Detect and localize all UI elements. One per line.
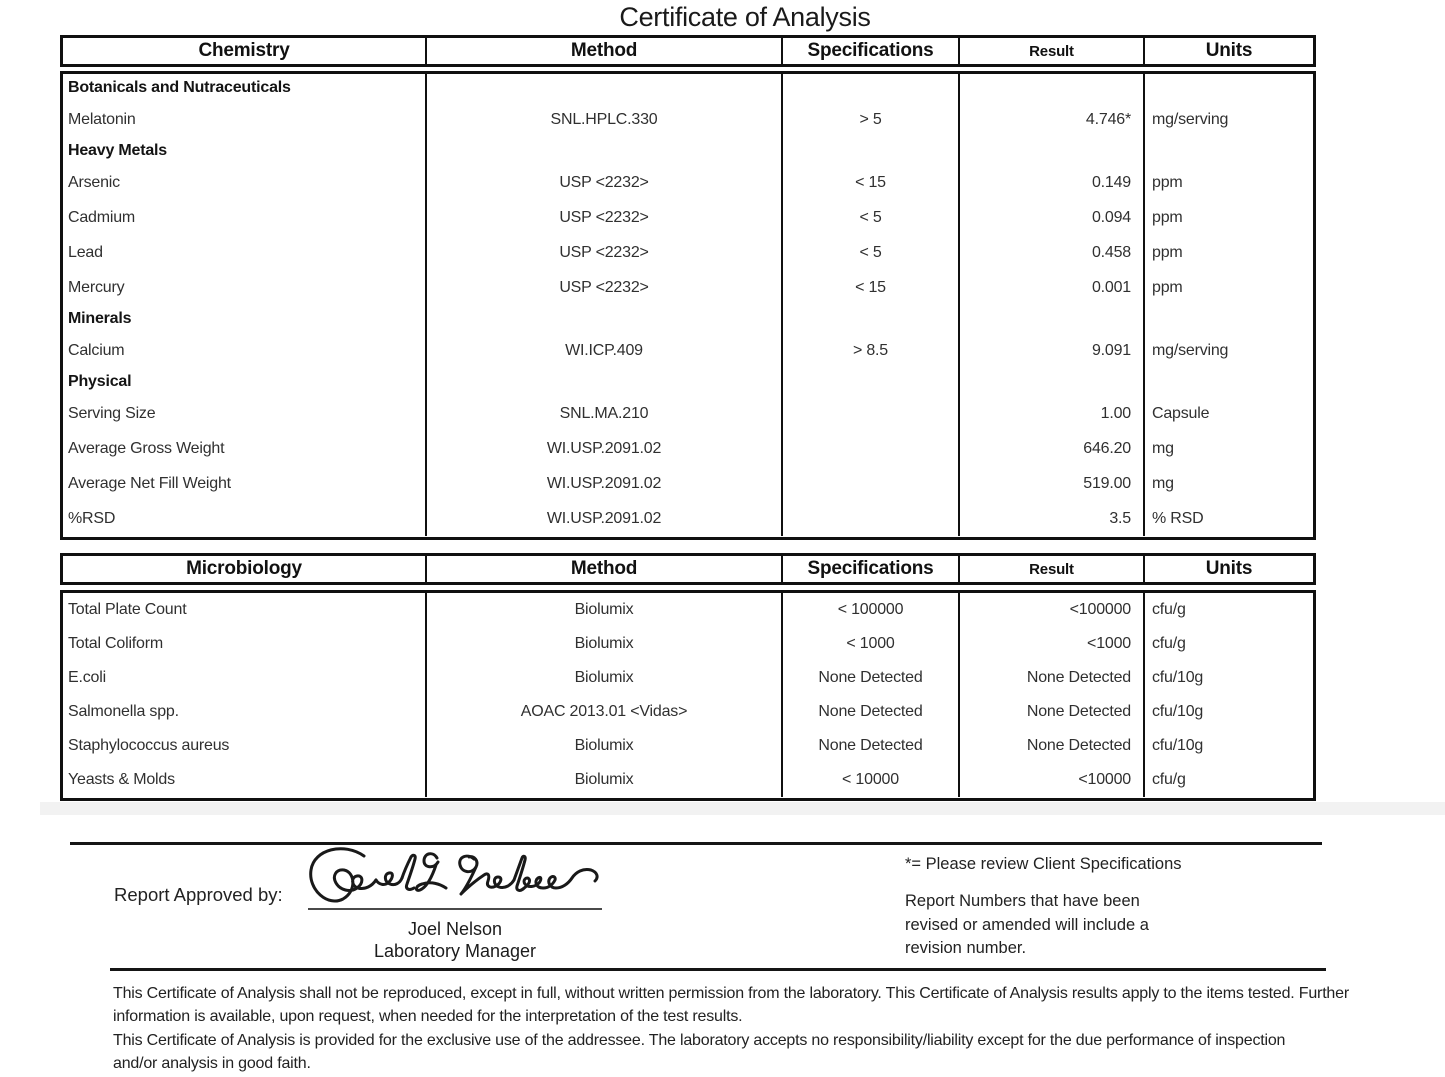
cell-result: 3.5 — [960, 501, 1145, 536]
cell-specification — [783, 137, 960, 165]
table-row — [63, 431, 1313, 466]
cell-result: 0.094 — [960, 200, 1145, 235]
cell-name: Salmonella spp. — [63, 695, 427, 729]
cell-units: ppm — [1152, 278, 1183, 296]
revision-note: Report Numbers that have been revised or amended will include a revision number. — [905, 892, 1149, 957]
table-row — [63, 501, 1313, 536]
column-header-specifications: Specifications — [783, 38, 960, 64]
column-header-chemistry: Chemistry — [63, 38, 427, 64]
cell-result: <10000 — [960, 763, 1145, 797]
cell-name: Average Net Fill Weight — [63, 466, 427, 501]
cell-name: E.coli — [63, 661, 427, 695]
cell-units — [1145, 137, 1313, 165]
cell-method: USP <2232> — [427, 235, 783, 270]
divider-line-top — [70, 842, 1322, 845]
cell-method: SNL.MA.210 — [427, 396, 783, 431]
cell-name: Total Coliform — [63, 627, 427, 661]
table-row — [63, 695, 1313, 729]
table-row — [63, 627, 1313, 661]
cell-units: cfu/10g — [1152, 703, 1204, 720]
cell-result: 646.20 — [960, 431, 1145, 466]
cell-result: 0.149 — [960, 165, 1145, 200]
cell-method — [427, 137, 783, 165]
cell-result: 0.458 — [960, 235, 1145, 270]
cell-name: Serving Size — [63, 396, 427, 431]
cell-units: cfu/10g — [1152, 737, 1204, 754]
cell-result: None Detected — [960, 729, 1145, 763]
table-row — [63, 270, 1313, 305]
cell-name: Arsenic — [63, 165, 427, 200]
column-header-specifications: Specifications — [783, 556, 960, 582]
cell-units: cfu/g — [1152, 601, 1186, 618]
cell-result: 1.00 — [960, 396, 1145, 431]
cell-method: AOAC 2013.01 <Vidas> — [427, 695, 783, 729]
cell-result — [960, 368, 1145, 396]
section-header-row — [63, 74, 1313, 102]
cell-method: WI.USP.2091.02 — [427, 501, 783, 536]
footer-disclaimer-2: This Certificate of Analysis is provided for the exclusive use of the addressee. The laboratory accepts no responsibility/liability except for the due performance of inspection and/or analysis in good faith. — [113, 1032, 1286, 1072]
table-row — [63, 661, 1313, 695]
cell-method: WI.USP.2091.02 — [427, 431, 783, 466]
cell-specification: None Detected — [783, 695, 960, 729]
cell-units: ppm — [1152, 208, 1183, 226]
divider-line-bottom — [110, 968, 1326, 971]
cell-name: Average Gross Weight — [63, 431, 427, 466]
column-header-method: Method — [427, 38, 783, 64]
cell-result — [960, 305, 1145, 333]
cell-specification — [783, 74, 960, 102]
microbiology-table-header — [60, 553, 1316, 585]
cell-result: 9.091 — [960, 333, 1145, 368]
cell-name: Botanicals and Nutraceuticals — [63, 74, 427, 102]
cell-method: WI.ICP.409 — [427, 333, 783, 368]
cell-result — [960, 74, 1145, 102]
table-row — [63, 593, 1313, 627]
cell-name: %RSD — [63, 501, 427, 536]
section-header-row — [63, 368, 1313, 396]
cell-method — [427, 368, 783, 396]
cell-method: USP <2232> — [427, 270, 783, 305]
column-header-units: Units — [1205, 40, 1253, 61]
cell-units — [1145, 74, 1313, 102]
table-row — [63, 333, 1313, 368]
cell-specification — [783, 501, 960, 536]
microbiology-table-body — [60, 590, 1316, 801]
report-approved-by-label: Report Approved by: — [114, 884, 283, 905]
column-header-result: Result — [960, 556, 1145, 582]
cell-method — [427, 305, 783, 333]
approver-name: Joel Nelson — [407, 919, 503, 939]
cell-name: Melatonin — [63, 102, 427, 137]
section-header-row — [63, 137, 1313, 165]
cell-units: cfu/10g — [1152, 669, 1204, 686]
column-header-method: Method — [427, 556, 783, 582]
cell-specification: < 15 — [783, 270, 960, 305]
cell-units: mg/serving — [1152, 110, 1229, 128]
cell-name: Cadmium — [63, 200, 427, 235]
page-title: Certificate of Analysis — [619, 2, 871, 32]
cell-units: % RSD — [1152, 509, 1204, 527]
cell-method — [427, 74, 783, 102]
cell-specification — [783, 431, 960, 466]
cell-units: ppm — [1152, 243, 1183, 261]
cell-units: mg — [1152, 474, 1174, 492]
cell-specification: < 1000 — [783, 627, 960, 661]
cell-result: 4.746* — [960, 102, 1145, 137]
asterisk-note: *= Please review Client Specifications — [905, 855, 1182, 873]
table-row — [63, 466, 1313, 501]
table-row — [63, 102, 1313, 137]
table-row — [63, 396, 1313, 431]
cell-units — [1145, 305, 1313, 333]
signature-underline — [308, 908, 602, 910]
table-row — [63, 165, 1313, 200]
cell-result: <1000 — [960, 627, 1145, 661]
cell-name: Minerals — [63, 305, 427, 333]
cell-specification: < 5 — [783, 200, 960, 235]
page-break-band — [40, 802, 1445, 815]
cell-method: Biolumix — [427, 729, 783, 763]
cell-specification: < 5 — [783, 235, 960, 270]
cell-result: <100000 — [960, 593, 1145, 627]
cell-result: None Detected — [960, 695, 1145, 729]
cell-result — [960, 137, 1145, 165]
column-header-units: Units — [1205, 558, 1253, 579]
cell-units: ppm — [1152, 173, 1183, 191]
cell-method: SNL.HPLC.330 — [427, 102, 783, 137]
cell-specification: < 100000 — [783, 593, 960, 627]
cell-units — [1145, 368, 1313, 396]
table-row — [63, 200, 1313, 235]
cell-units: mg/serving — [1152, 341, 1229, 359]
chemistry-table-body — [60, 71, 1316, 540]
cell-method: Biolumix — [427, 661, 783, 695]
cell-name: Physical — [63, 368, 427, 396]
cell-name: Calcium — [63, 333, 427, 368]
cell-name: Lead — [63, 235, 427, 270]
cell-method: Biolumix — [427, 593, 783, 627]
cell-result: 519.00 — [960, 466, 1145, 501]
cell-specification — [783, 396, 960, 431]
cell-specification: > 5 — [783, 102, 960, 137]
cell-units: mg — [1152, 439, 1174, 457]
column-header-result: Result — [960, 38, 1145, 64]
table-row — [63, 235, 1313, 270]
cell-units: Capsule — [1152, 404, 1210, 422]
cell-specification: None Detected — [783, 729, 960, 763]
cell-result: 0.001 — [960, 270, 1145, 305]
cell-units: cfu/g — [1152, 635, 1186, 652]
column-header-microbiology: Microbiology — [63, 556, 427, 582]
table-row — [63, 763, 1313, 797]
cell-method: WI.USP.2091.02 — [427, 466, 783, 501]
cell-specification: < 10000 — [783, 763, 960, 797]
cell-specification: > 8.5 — [783, 333, 960, 368]
cell-name: Heavy Metals — [63, 137, 427, 165]
cell-specification: < 15 — [783, 165, 960, 200]
cell-method: USP <2232> — [427, 200, 783, 235]
signature-image — [298, 844, 610, 914]
cell-name: Total Plate Count — [63, 593, 427, 627]
footer-disclaimer-1: This Certificate of Analysis shall not be reproduced, except in full, without written permission from the laboratory. This Certificate of Analysis results apply to the items tested. Further information is available, upon request, when needed for the interpretation of the test results. — [113, 985, 1349, 1025]
cell-method: Biolumix — [427, 627, 783, 661]
cell-method: Biolumix — [427, 763, 783, 797]
cell-method: USP <2232> — [427, 165, 783, 200]
cell-name: Yeasts & Molds — [63, 763, 427, 797]
cell-specification — [783, 305, 960, 333]
chemistry-table-header — [60, 35, 1316, 67]
table-row — [63, 729, 1313, 763]
section-header-row — [63, 305, 1313, 333]
cell-specification — [783, 368, 960, 396]
cell-specification: None Detected — [783, 661, 960, 695]
cell-result: None Detected — [960, 661, 1145, 695]
cell-specification — [783, 466, 960, 501]
approver-title: Laboratory Manager — [373, 941, 537, 961]
cell-units: cfu/g — [1152, 771, 1186, 788]
cell-name: Staphylococcus aureus — [63, 729, 427, 763]
cell-name: Mercury — [63, 270, 427, 305]
